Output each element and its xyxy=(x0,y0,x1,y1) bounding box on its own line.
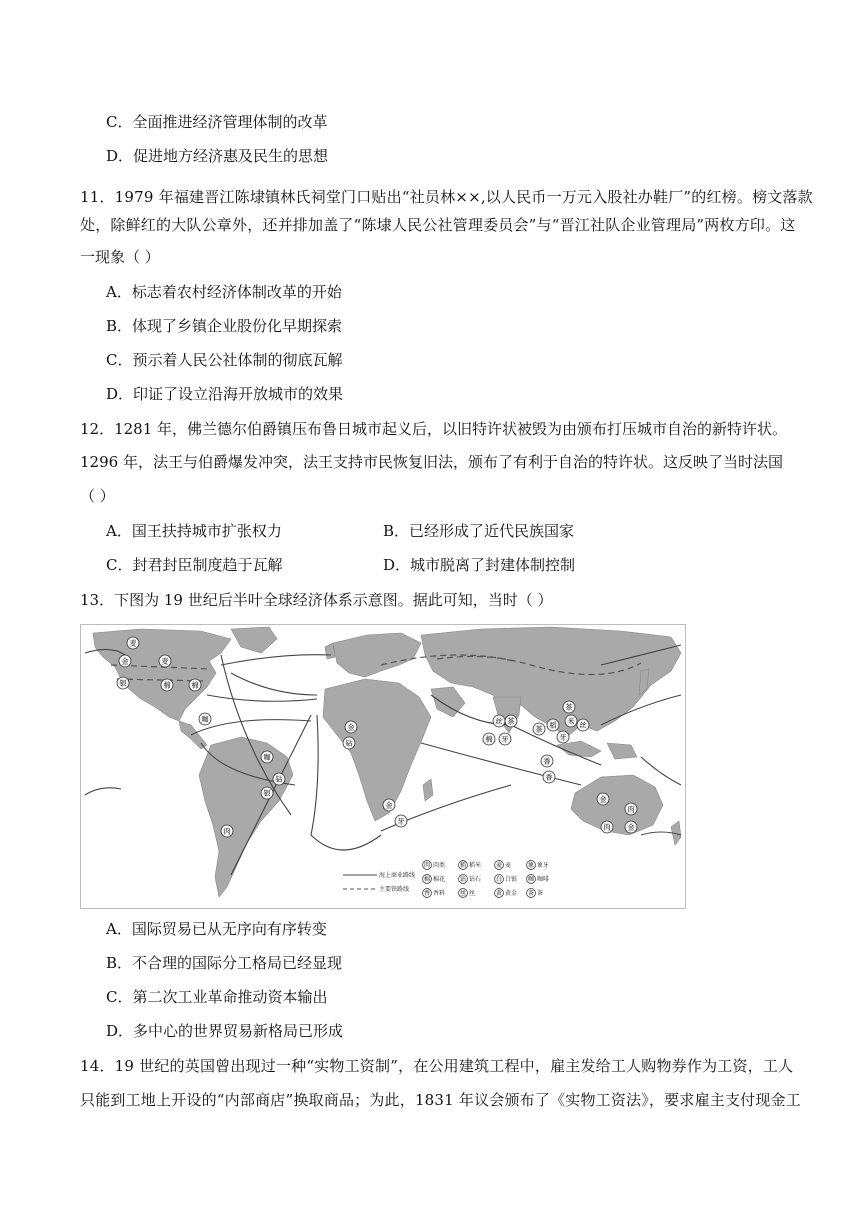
map-legend xyxy=(343,861,549,898)
commodity-marker-label: 麦 xyxy=(161,657,169,666)
q12-stem-line3: （ ） xyxy=(80,487,115,505)
legend-item xyxy=(459,861,482,870)
commodity-marker xyxy=(543,771,555,783)
q13-option-c: C．第二次工业革命推动资本输出 xyxy=(106,988,328,1006)
q11-option-a: A．标志着农村经济体制改革的开始 xyxy=(106,283,342,301)
svg-text:茶: 茶 xyxy=(527,890,535,897)
commodity-marker xyxy=(577,719,589,731)
commodity-marker-label: 棉 xyxy=(163,681,171,690)
q12-option-b: B．已经形成了近代民族国家 xyxy=(383,522,575,540)
commodity-marker xyxy=(119,655,131,667)
svg-text:白: 白 xyxy=(495,876,503,883)
commodity-marker-label: 银 xyxy=(263,789,271,798)
commodity-marker xyxy=(547,719,559,731)
svg-text:肉: 肉 xyxy=(423,862,431,869)
commodity-marker xyxy=(117,677,129,689)
commodity-marker-label: 茶 xyxy=(535,725,543,734)
q12-option-c: C．封君封臣制度趋于瓦解 xyxy=(106,556,283,574)
world-economy-map xyxy=(80,624,686,909)
legend-item xyxy=(459,875,482,884)
q11-option-d: D．印证了设立沿海开放城市的效果 xyxy=(106,385,344,403)
legend-route-sea: 海上商业路线 xyxy=(379,872,416,879)
q11-stem-line2: 处，除鲜红的大队公章外，还并排加盖了“陈埭人民公社管理委员会”与“晋江社队企业管理局”两枚方印。这 xyxy=(80,216,796,234)
commodity-marker-label: 香 xyxy=(543,757,551,766)
commodity-marker-label: 金 xyxy=(599,795,607,804)
legend-item-label: 白银 xyxy=(505,876,518,883)
commodity-marker xyxy=(625,803,637,815)
svg-text:香: 香 xyxy=(423,890,431,897)
legend-item-label: 丝 xyxy=(469,890,476,897)
commodity-marker xyxy=(493,715,505,727)
legend-item xyxy=(423,889,446,898)
commodity-marker-label: 茶 xyxy=(565,703,573,712)
legend-item-label: 麦 xyxy=(505,862,512,869)
commodity-marker-label: 金 xyxy=(121,657,129,666)
commodity-marker-label: 金 xyxy=(347,723,355,732)
legend-item-label: 咖啡 xyxy=(537,876,550,883)
q13-option-b: B．不合理的国际分工格局已经显现 xyxy=(106,954,343,972)
svg-text:咖: 咖 xyxy=(527,876,535,883)
commodity-marker xyxy=(533,723,545,735)
commodity-marker xyxy=(601,821,613,833)
commodity-marker xyxy=(383,799,395,811)
commodity-marker-label: 咖 xyxy=(263,753,271,762)
q13-option-a: A．国际贸易已从无序向有序转变 xyxy=(106,920,327,938)
commodity-marker xyxy=(161,679,173,691)
commodity-marker xyxy=(483,733,495,745)
commodity-marker xyxy=(557,731,569,743)
legend-item xyxy=(495,861,512,870)
commodity-marker-label: 牙 xyxy=(559,733,567,742)
commodity-marker xyxy=(541,755,553,767)
commodity-marker xyxy=(199,713,211,725)
commodity-marker xyxy=(221,825,233,837)
q14-stem-line1: 14．19 世纪的英国曾出现过一种“实物工资制”，在公用建筑工程中，雇主发给工人购物券作为工资，工人 xyxy=(80,1057,794,1075)
commodity-marker-label: 丝 xyxy=(495,717,503,726)
commodity-marker-label: 棉 xyxy=(485,735,493,744)
commodity-marker-label: 肉 xyxy=(223,827,231,836)
legend-item-label: 象牙 xyxy=(537,862,550,869)
q12-stem-line2: 1296 年，法王与伯爵爆发冲突，法王支持市民恢复旧法，颁布了有利于自治的特许状。这反映了当时法国 xyxy=(80,453,783,471)
svg-text:棉: 棉 xyxy=(423,876,431,883)
q13-option-d: D．多中心的世界贸易新格局已形成 xyxy=(106,1022,344,1040)
legend-item-label: 黄金 xyxy=(505,890,518,897)
legend-item xyxy=(423,861,446,870)
svg-text:丝: 丝 xyxy=(459,890,467,897)
commodity-marker xyxy=(499,733,511,745)
commodity-marker-label: 金 xyxy=(627,823,635,832)
svg-text:象: 象 xyxy=(527,862,535,869)
q12-option-d: D．城市脱离了封建体制控制 xyxy=(383,556,576,574)
commodity-marker xyxy=(563,701,575,713)
commodity-marker-label: 咖 xyxy=(201,715,209,724)
svg-text:稻: 稻 xyxy=(459,862,467,869)
q10-option-d: D．促进地方经济惠及民生的思想 xyxy=(106,147,329,165)
q11-stem-line1: 11．1979 年福建晋江陈埭镇林氏祠堂门口贴出“社员林××,以人民币一万元入股社办鞋厂”的红榜。榜文落款 xyxy=(80,188,813,206)
q10-option-c: C．全面推进经济管理体制的改革 xyxy=(106,113,328,131)
legend-item xyxy=(423,875,446,884)
legend-item-label: 茶 xyxy=(537,890,544,897)
commodity-marker-label: 牙 xyxy=(397,817,405,826)
commodity-marker xyxy=(625,821,637,833)
commodity-marker xyxy=(261,787,273,799)
commodity-marker xyxy=(159,655,171,667)
q12-stem-line1: 12．1281 年，佛兰德尔伯爵镇压布鲁日城市起义后，以旧特许状被毁为由颁布打压城市自治的新特许状。 xyxy=(80,420,788,438)
commodity-marker-label: 金 xyxy=(385,801,393,810)
commodity-marker-label: 银 xyxy=(119,679,127,688)
commodity-marker-label: 麦 xyxy=(129,639,137,648)
legend-item xyxy=(495,875,518,884)
commodity-marker-label: 米 xyxy=(567,717,575,726)
legend-item xyxy=(527,889,544,898)
svg-text:麦: 麦 xyxy=(495,862,503,869)
commodity-marker xyxy=(273,773,285,785)
commodity-marker-label: 牙 xyxy=(501,735,509,744)
commodity-marker xyxy=(395,815,407,827)
commodity-marker xyxy=(505,715,517,727)
commodity-marker xyxy=(261,751,273,763)
commodity-marker xyxy=(189,679,201,691)
commodity-marker xyxy=(345,721,357,733)
commodity-marker-label: 丝 xyxy=(579,721,587,730)
commodity-marker-label: 棉 xyxy=(191,681,199,690)
legend-item-label: 稻米 xyxy=(469,862,482,869)
commodity-marker-label: 肉 xyxy=(603,823,611,832)
legend-item-label: 香料 xyxy=(433,890,446,897)
legend-route-rail: 主要铁路线 xyxy=(379,886,410,893)
legend-item xyxy=(527,861,550,870)
commodity-marker xyxy=(127,637,139,649)
commodity-marker-label: 肉 xyxy=(627,805,635,814)
q11-stem-line3: 一现象（ ） xyxy=(80,248,160,266)
legend-item xyxy=(495,889,518,898)
legend-item-label: 棉花 xyxy=(433,876,446,883)
q12-option-a: A．国王扶持城市扩张权力 xyxy=(106,522,282,540)
q11-option-c: C．预示着人民公社体制的彻底瓦解 xyxy=(106,351,343,369)
commodity-marker-label: 香 xyxy=(545,773,553,782)
legend-item-label: 钻石 xyxy=(469,876,482,883)
commodity-marker xyxy=(597,793,609,805)
commodity-marker xyxy=(343,737,355,749)
q11-option-b: B．体现了乡镇企业股份化早期探索 xyxy=(106,317,343,335)
q14-stem-line2: 只能到工地上开设的“内部商店”换取商品；为此，1831 年议会颁布了《实物工资法》，要求雇主支付现金工 xyxy=(80,1091,801,1109)
commodity-marker-label: 钻 xyxy=(275,775,283,784)
commodity-marker xyxy=(565,715,577,727)
commodity-marker-label: 茶 xyxy=(507,717,515,726)
svg-text:黄: 黄 xyxy=(495,890,503,897)
commodity-marker-label: 稻 xyxy=(549,721,557,730)
svg-text:钻: 钻 xyxy=(459,876,467,883)
legend-item-label: 肉类 xyxy=(433,862,446,869)
legend-item xyxy=(527,875,550,884)
commodity-marker-label: 钻 xyxy=(345,739,353,748)
q13-stem: 13．下图为 19 世纪后半叶全球经济体系示意图。据此可知，当时（ ） xyxy=(80,591,553,609)
legend-item xyxy=(459,889,476,898)
